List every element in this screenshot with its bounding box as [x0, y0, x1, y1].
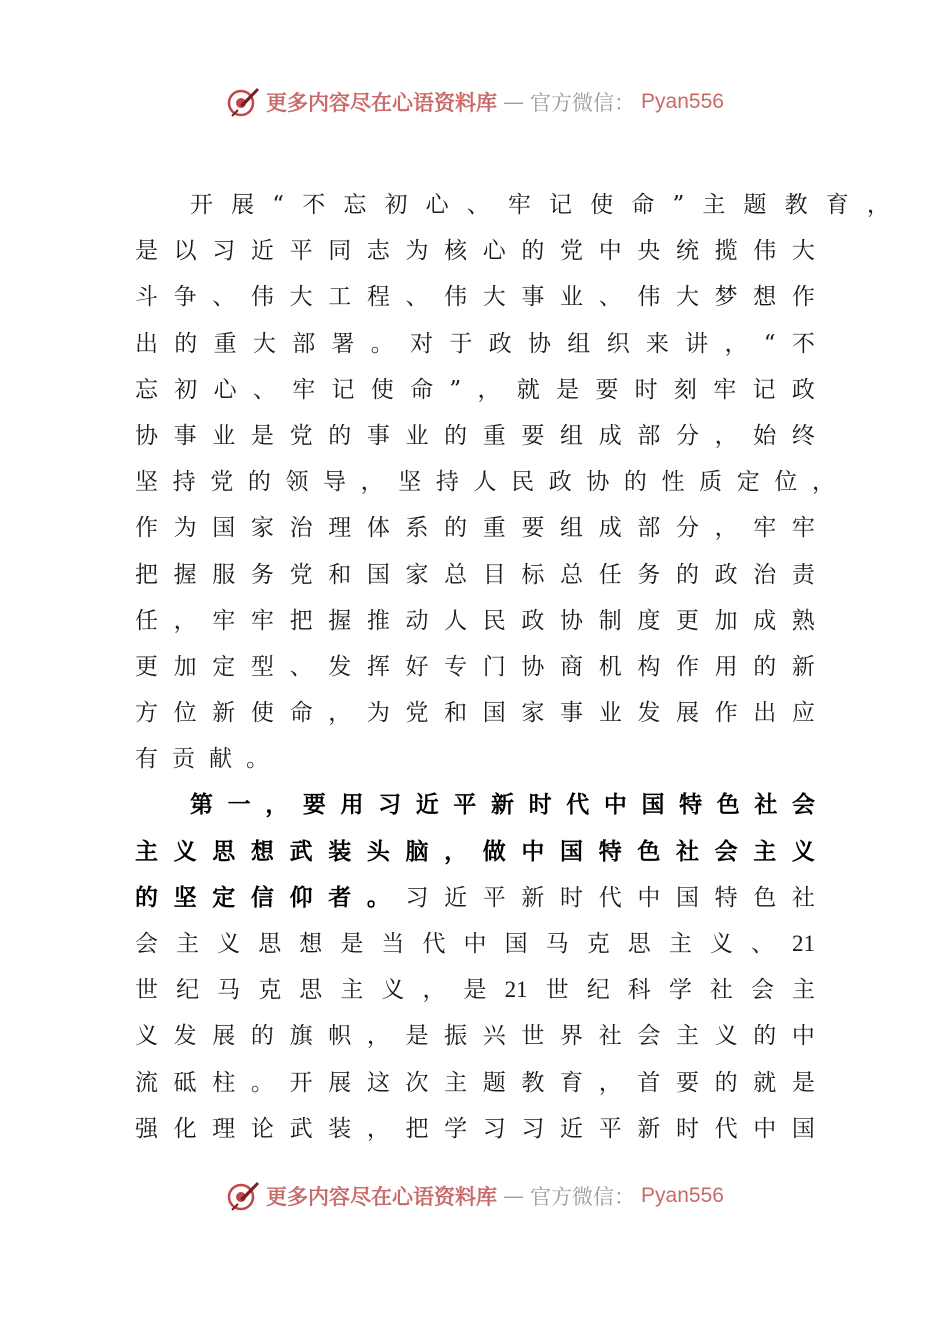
paragraph-line: 作 为 国 家 治 理 体 系 的 重 要 组 成 部 分 ， 牢 牢	[135, 515, 815, 542]
paragraph-line: 方 位 新 使 命 ， 为 党 和 国 家 事 业 发 展 作 出 应	[135, 700, 815, 727]
paragraph-line: 坚 持 党 的 领 导 ， 坚 持 人 民 政 协 的 性 质 定 位 ，	[135, 469, 835, 496]
heading-line: 主 义 思 想 武 装 头 脑 ， 做 中 国 特 色 社 会 主 义	[135, 837, 815, 865]
paragraph-line: 流 砥 柱 。 开 展 这 次 主 题 教 育 ， 首 要 的 就 是	[135, 1069, 815, 1096]
watermark-wechat-label: 官方微信：	[530, 1185, 636, 1209]
paragraph-line: 更 加 定 型 、 发 挥 好 专 门 协 商 机 构 作 用 的 新	[135, 653, 815, 680]
paragraph-line: 有 贡 献 。	[135, 746, 269, 773]
paragraph-line: 会 主 义 思 想 是 当 代 中 国 马 克 思 主 义 、 21	[135, 931, 815, 957]
paragraph-line: 协 事 业 是 党 的 事 业 的 重 要 组 成 部 分 ， 始 终	[135, 422, 815, 449]
paragraph-line: 强 化 理 论 武 装 ， 把 学 习 习 近 平 新 时 代 中 国	[135, 1115, 815, 1142]
paragraph-line: 把 握 服 务 党 和 国 家 总 目 标 总 任 务 的 政 治 责	[135, 561, 815, 588]
document-body	[135, 182, 890, 1152]
watermark-dash: —	[503, 90, 525, 114]
footer-watermark	[0, 1176, 950, 1216]
header-watermark	[0, 82, 950, 122]
paragraph-line: 忘 初 心 、 牢 记 使 命 ” ， 就 是 要 时 刻 牢 记 政	[135, 376, 815, 403]
paragraph-line: 义 发 展 的 旗 帜 ， 是 振 兴 世 界 社 会 主 义 的 中	[135, 1023, 815, 1050]
paragraph-line: 是 以 习 近 平 同 志 为 核 心 的 党 中 央 统 揽 伟 大	[135, 238, 815, 265]
watermark-wechat-id: Pyan556	[641, 1184, 724, 1207]
quill-logo-icon	[226, 85, 260, 119]
watermark-library-text: 更多内容尽在心语资料库	[266, 1184, 498, 1209]
paragraph-line: 斗 争 、 伟 大 工 程 、 伟 大 事 业 、 伟 大 梦 想 作	[135, 284, 815, 311]
watermark-dash: —	[503, 1184, 525, 1208]
paragraph-line: 出 的 重 大 部 署 。 对 于 政 协 组 织 来 讲 ， “ 不	[135, 330, 815, 357]
heading-line: 第 一 ， 要 用 习 近 平 新 时 代 中 国 特 色 社 会	[190, 791, 815, 819]
quill-logo-icon	[226, 1179, 260, 1213]
paragraph-line: 世 纪 马 克 思 主 义 ， 是 21 世 纪 科 学 社 会 主	[135, 977, 815, 1004]
watermark-library-text: 更多内容尽在心语资料库	[266, 90, 498, 115]
watermark-wechat-label: 官方微信：	[530, 91, 636, 115]
watermark-wechat-id: Pyan556	[641, 90, 724, 113]
paragraph-line: 开 展 “ 不 忘 初 心 、 牢 记 使 命 ” 主 题 教 育 ，	[190, 192, 890, 218]
paragraph-line: 的 坚 定 信 仰 者 。 习 近 平 新 时 代 中 国 特 色 社	[135, 883, 815, 911]
paragraph-line: 任 ， 牢 牢 把 握 推 动 人 民 政 协 制 度 更 加 成 熟	[135, 607, 815, 634]
